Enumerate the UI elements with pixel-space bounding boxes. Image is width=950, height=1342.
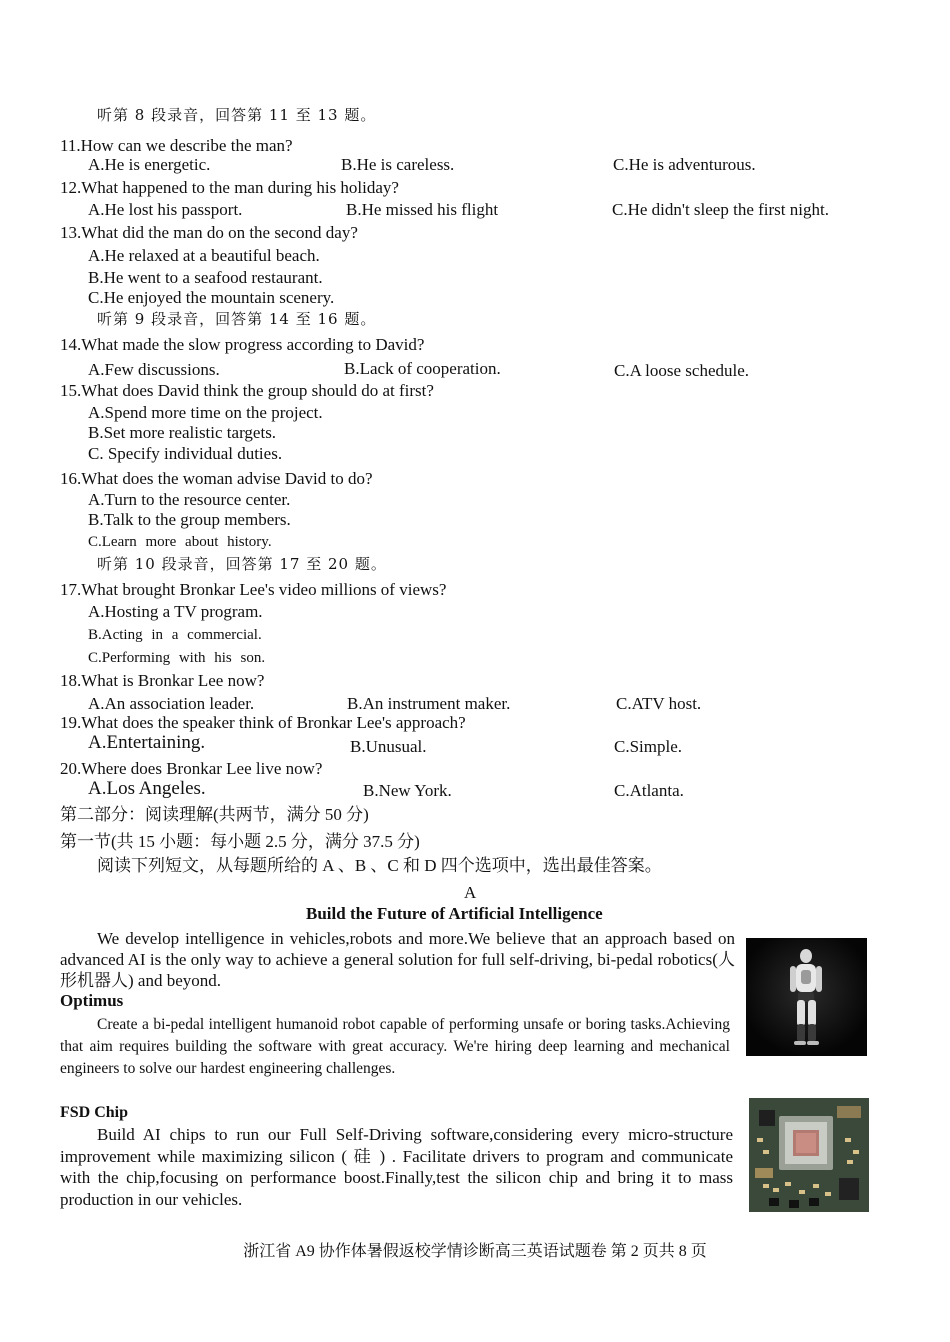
q14-option-b: B.Lack of cooperation. [344, 359, 501, 378]
question-11: 11.How can we describe the man? [60, 136, 293, 155]
robot-photo [746, 938, 867, 1056]
question-15: 15.What does David think the group should do at first? [60, 381, 434, 400]
page-footer: 浙江省 A9 协作体暑假返校学情诊断高三英语试题卷 第 2 页共 8 页 [243, 1243, 707, 1260]
q18-option-b: B.An instrument maker. [347, 694, 511, 713]
chip-photo [749, 1098, 869, 1212]
q18-option-c: C.ATV host. [616, 694, 702, 713]
question-13: 13.What did the man do on the second day? [60, 223, 358, 242]
reading-instruction: 阅读下列短文，从每题所给的 A 、B 、C 和 D 四个选项中，选出最佳答案。 [97, 856, 662, 875]
q19-option-b: B.Unusual. [350, 737, 427, 756]
q20-option-c: C.Atlanta. [614, 781, 684, 800]
q12-option-a: A.He lost his passport. [88, 200, 243, 219]
q19-option-a: A.Entertaining. [88, 732, 206, 753]
q13-option-b: B.He went to a seafood restaurant. [88, 268, 323, 287]
passage-letter: A [464, 883, 477, 902]
q15-option-a: A.Spend more time on the project. [88, 403, 323, 422]
q11-option-c: C.He is adventurous. [613, 155, 756, 174]
q14-option-c: C.A loose schedule. [614, 361, 750, 380]
q11-option-a: A.He is energetic. [88, 155, 211, 174]
passage-title: Build the Future of Artificial Intelligence [306, 904, 603, 923]
part-2-heading: 第二部分：阅读理解(共两节，满分 50 分) [60, 805, 369, 824]
chip-icon [749, 1098, 869, 1212]
q12-option-c: C.He didn't sleep the first night. [612, 200, 829, 219]
q17-option-a: A.Hosting a TV program. [88, 602, 263, 621]
q14-option-a: A.Few discussions. [88, 360, 220, 379]
q11-option-b: B.He is careless. [341, 155, 455, 174]
passage-intro: We develop intelligence in vehicles,robots and more.We believe that an approach based on advanced AI is the only way to achieve a general solution for full self-driving, bi-pedal robotics(人形机器人) and beyond. [60, 929, 735, 990]
q12-option-b: B.He missed his flight [346, 200, 499, 219]
fsd-chip-heading: FSD Chip [60, 1104, 129, 1121]
question-19: 19.What does the speaker think of Bronkar Lee's approach? [60, 713, 466, 732]
q17-option-b: B.Acting in a commercial. [88, 627, 262, 643]
optimus-paragraph: Create a bi-pedal intelligent humanoid robot capable of performing unsafe or boring tasks.Achieving that aim requires building the software with great accuracy. We're hiring deep learning and mechanical engineers to solve our hardest engineering challenges. [60, 1016, 730, 1077]
question-18: 18.What is Bronkar Lee now? [60, 671, 265, 690]
q20-option-a: A.Los Angeles. [88, 778, 206, 799]
question-12: 12.What happened to the man during his holiday? [60, 178, 399, 197]
q16-option-c: C.Learn more about history. [88, 534, 272, 550]
section-8-instruction: 听第 8 段录音，回答第 11 至 13 题。 [97, 106, 377, 124]
q19-option-c: C.Simple. [614, 737, 683, 756]
optimus-heading: Optimus [60, 991, 124, 1010]
q17-option-c: C.Performing with his son. [88, 650, 266, 666]
q13-option-a: A.He relaxed at a beautiful beach. [88, 246, 320, 265]
section-9-instruction: 听第 9 段录音，回答第 14 至 16 题。 [97, 310, 377, 328]
q13-option-c: C.He enjoyed the mountain scenery. [88, 288, 335, 307]
fsd-chip-paragraph: Build AI chips to run our Full Self-Driving software,considering every micro-structure improvement while maximizing silicon ( 硅 ) . Facilitate drivers to program and communicate with the chip,focusing on performance boost.Finally,test the silicon chip and bring it to mass production in our vehicles. [60, 1125, 733, 1209]
question-14: 14.What made the slow progress according to David? [60, 335, 425, 354]
q20-option-b: B.New York. [363, 781, 452, 800]
q16-option-b: B.Talk to the group members. [88, 510, 291, 529]
q16-option-a: A.Turn to the resource center. [88, 490, 291, 509]
q15-option-b: B.Set more realistic targets. [88, 423, 277, 442]
question-17: 17.What brought Bronkar Lee's video millions of views? [60, 580, 447, 599]
q15-option-c: C. Specify individual duties. [88, 444, 283, 463]
section-10-instruction: 听第 10 段录音，回答第 17 至 20 题。 [97, 555, 387, 573]
question-16: 16.What does the woman advise David to do? [60, 469, 373, 488]
section-1-heading: 第一节(共 15 小题：每小题 2.5 分，满分 37.5 分) [60, 832, 420, 851]
robot-icon [746, 938, 867, 1056]
q18-option-a: A.An association leader. [88, 694, 255, 713]
question-20: 20.Where does Bronkar Lee live now? [60, 759, 323, 778]
